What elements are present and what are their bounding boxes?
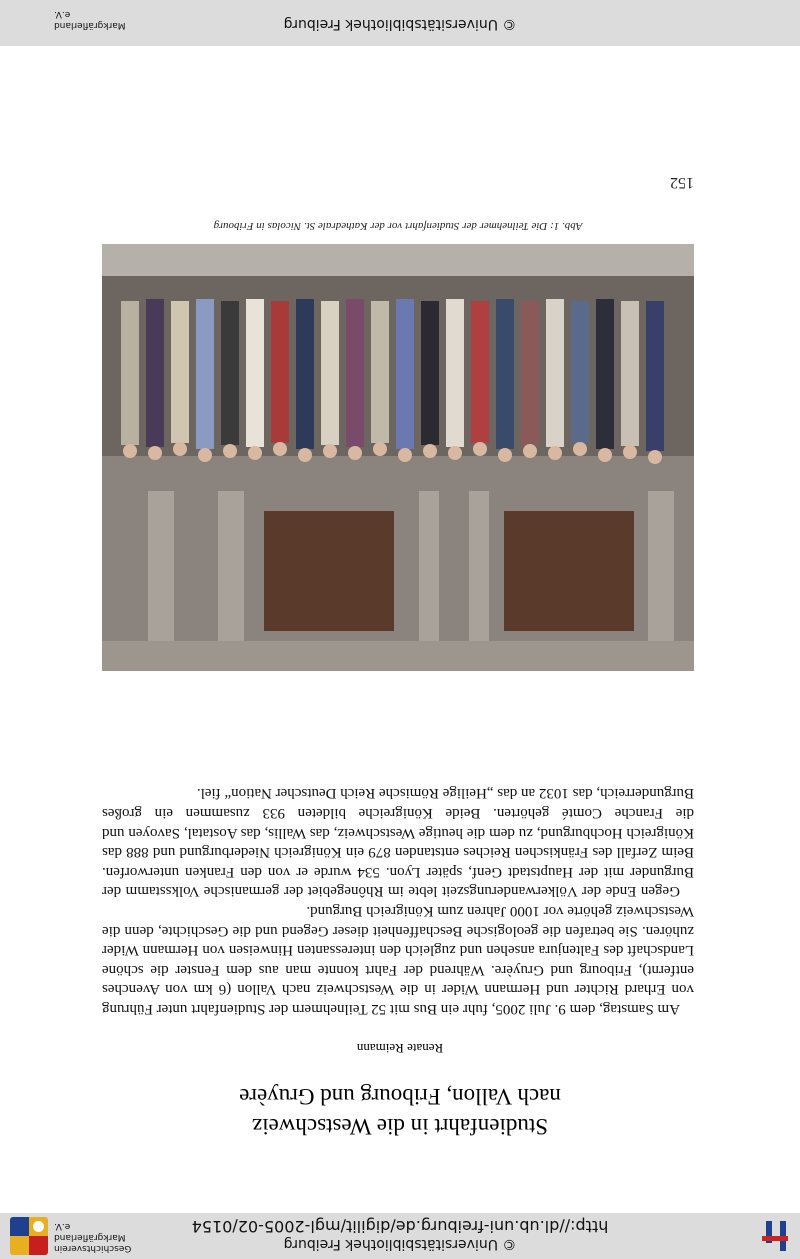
document-url-link[interactable]: http://dl.ub.uni-freiburg.de/digilit/mgl-2005-02/0154 — [191, 1217, 609, 1236]
viewer-footer-bar — [0, 0, 800, 46]
photo-caption: Abb. 1: Die Teilnehmer der Studienfahrt vor der Kathedrale St. Nicolas in Fribourg — [213, 220, 583, 232]
article-author: Renate Reimann — [356, 1041, 444, 1056]
paragraph-1: Am Samstag, dem 9. Juli 2005, fuhr ein Bus mit 52 Teilnehmern der Studienfahrt unter Führung von Erhard Richter und Hermann Wider in die Westschweiz nach Vallon (6 km von Avenches entfernt), Fribourg und Gruyère. Während der Fahrt konnte man aus dem Fenster die schöne Landschaft des Faltenjura ansehen und zugleich den interessanten Hinweisen von Hermann Wider zuhören. Sie betrafen die geologische Beschaffenheit dieser Gegend und die Geschichte, denn die Westschweiz gehörte vor 1000 Jahren zum Königreich Burgund. — [102, 903, 694, 1017]
page-number: 152 — [670, 174, 694, 191]
paragraph-2: Gegen Ende der Völkerwanderungszeit lebte im Rhônegebiet der germanische Volksstamm der Burgunder mit der Hauptstadt Genf, später Lyon. 534 wurde er von den Franken unterworfen. Beim Zerfall des Fränkischen Reiches entstanden 879 ein Königreich Niederburgund und 888 das Königreich Hochburgund, zu dem die heutige Westschweiz, das Wallis, das Aostatal, Savoyen und die Franche Comté gehörten. Beide Königreiche bildeten 933 zusammen ein großes Burgunderreich, das 1032 an das „Heilige Römische Reich Deutscher Nation“ fiel. — [102, 785, 694, 900]
group-photo — [102, 244, 694, 671]
copyright-line: © Universitätsbibliothek Freiburg — [283, 1236, 517, 1252]
university-logo-icon — [758, 1221, 792, 1251]
footer-society: Markgräflerland e.V. — [54, 9, 126, 30]
society-crest-icon — [10, 1217, 48, 1255]
viewer-header-bar — [0, 1213, 800, 1259]
society-name: Geschichtsverein Markgräflerland e.V. — [54, 1221, 132, 1253]
article-title: Studienfahrt in die Westschweiz — [252, 1114, 549, 1139]
article-subtitle: nach Vallon, Fribourg und Gruyère — [239, 1084, 561, 1109]
article-body — [102, 783, 694, 1018]
footer-copyright: © Universitätsbibliothek Freiburg — [283, 16, 517, 32]
